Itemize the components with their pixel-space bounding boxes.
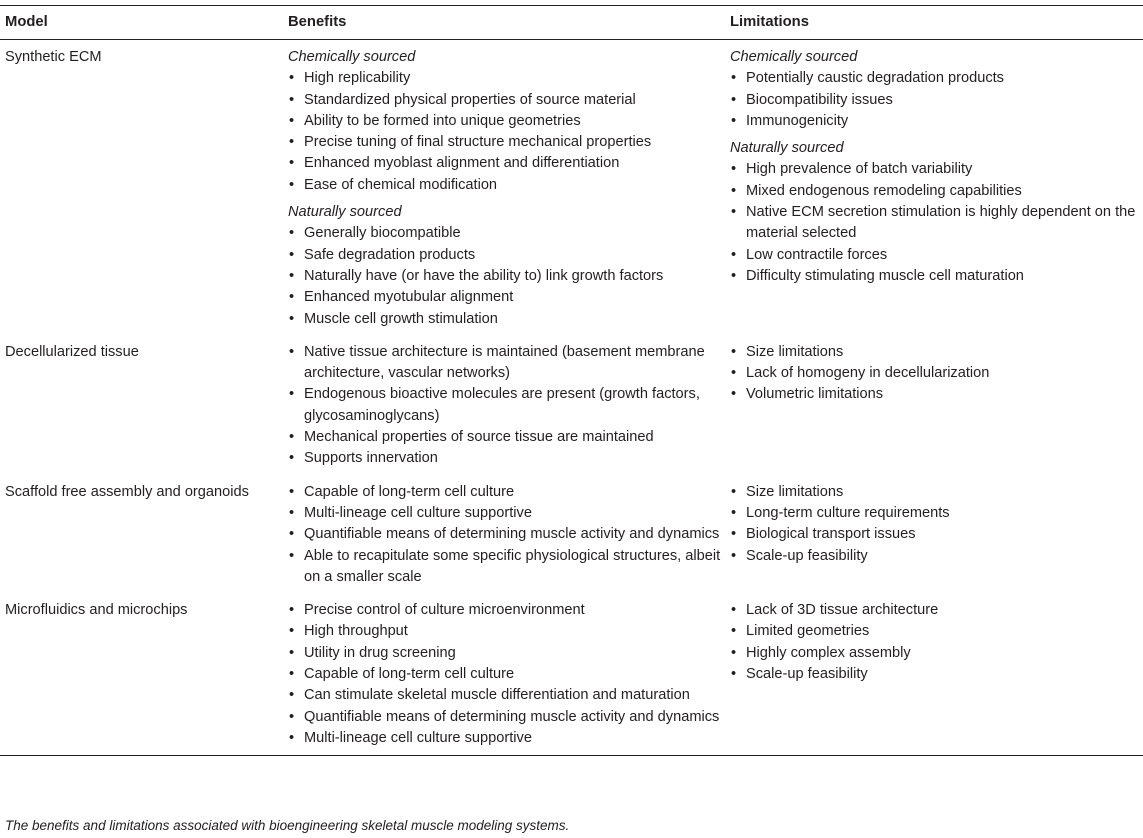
- benefit-item: • Native tissue architecture is maintained (basement membrane architecture, vascular networks): [288, 342, 725, 385]
- table-row: [0, 593, 1143, 756]
- benefit-item: • Precise control of culture microenvironment: [288, 600, 725, 621]
- limitation-subheading: Chemically sourced: [730, 49, 858, 65]
- benefit-item: • High replicability: [288, 68, 725, 89]
- table-row: [0, 335, 1143, 475]
- benefit-item: • Quantifiable means of determining muscle activity and dynamics: [288, 524, 725, 545]
- limitation-item: • Potentially caustic degradation products: [730, 68, 1143, 89]
- benefit-subheading: Chemically sourced: [288, 49, 416, 65]
- benefit-item: • Endogenous bioactive molecules are present (growth factors, glycosaminoglycans): [288, 384, 725, 427]
- benefit-item: • Capable of long-term cell culture: [288, 664, 725, 685]
- benefit-group: [288, 600, 725, 749]
- benefit-subheading: Naturally sourced: [288, 204, 402, 221]
- limitation-item: • Scale-up feasibility: [730, 546, 1143, 567]
- limitations-cell: [725, 335, 1143, 475]
- model-cell: Microfluidics and microchips: [0, 593, 283, 756]
- benefit-group: [288, 482, 725, 588]
- limitation-item: • Immunogenicity: [730, 111, 1143, 132]
- benefit-list: [288, 68, 725, 196]
- limitation-item: • Low contractile forces: [730, 245, 1143, 266]
- limitation-item: • Size limitations: [730, 482, 1143, 503]
- benefit-item: • Ease of chemical modification: [288, 175, 725, 196]
- benefit-item: • Utility in drug screening: [288, 643, 725, 664]
- limitation-item: • Lack of 3D tissue architecture: [730, 600, 1143, 621]
- table-caption: The benefits and limitations associated with bioengineering skeletal muscle modeling systems.: [5, 818, 570, 833]
- limitation-group: [730, 482, 1143, 567]
- model-cell: Scaffold free assembly and organoids: [5, 483, 249, 500]
- limitation-list: [730, 68, 1143, 132]
- limitation-item: • Biological transport issues: [730, 524, 1143, 545]
- limitation-item: • Long-term culture requirements: [730, 503, 1143, 524]
- limitation-item: • Difficulty stimulating muscle cell maturation: [730, 266, 1143, 287]
- benefit-item: • Quantifiable means of determining muscle activity and dynamics: [288, 707, 725, 728]
- limitation-subheading: Naturally sourced: [730, 140, 844, 157]
- model-cell: Synthetic ECM: [5, 49, 102, 65]
- limitation-item: • High prevalence of batch variability: [730, 159, 1143, 180]
- limitation-list: [730, 159, 1143, 287]
- header-benefits: Benefits: [283, 6, 725, 40]
- limitations-cell: [725, 475, 1143, 593]
- header-model: Model: [0, 6, 283, 40]
- limitation-list: [730, 600, 1143, 685]
- benefit-list: [288, 600, 725, 749]
- limitation-list: [730, 482, 1143, 567]
- benefits-cell: [283, 335, 725, 475]
- benefit-item: • Naturally have (or have the ability to) link growth factors: [288, 266, 725, 287]
- limitation-item: • Limited geometries: [730, 621, 1143, 642]
- limitation-item: • Scale-up feasibility: [730, 664, 1143, 685]
- benefit-item: • Safe degradation products: [288, 245, 725, 266]
- limitation-item: • Mixed endogenous remodeling capabilities: [730, 181, 1143, 202]
- limitation-item: • Native ECM secretion stimulation is highly dependent on the material selected: [730, 202, 1143, 245]
- header-row: [0, 6, 1143, 40]
- benefits-cell: [283, 593, 725, 756]
- benefit-item: • Ability to be formed into unique geometries: [288, 111, 725, 132]
- benefit-group: [288, 342, 725, 470]
- limitation-item: • Size limitations: [730, 342, 1143, 363]
- table-row: [0, 40, 1143, 335]
- benefit-item: • Multi-lineage cell culture supportive: [288, 503, 725, 524]
- benefit-item: • Enhanced myotubular alignment: [288, 287, 725, 308]
- model-cell: Decellularized tissue: [5, 343, 139, 360]
- benefit-item: • Supports innervation: [288, 448, 725, 469]
- benefit-item: • Enhanced myoblast alignment and differentiation: [288, 153, 725, 174]
- benefit-group: [288, 202, 725, 330]
- benefit-item: • Precise tuning of final structure mechanical properties: [288, 132, 725, 153]
- limitation-group: [730, 342, 1143, 406]
- benefit-list: [288, 223, 725, 329]
- benefit-item: • Mechanical properties of source tissue are maintained: [288, 427, 725, 448]
- benefit-item: • Capable of long-term cell culture: [288, 482, 725, 503]
- limitation-item: • Highly complex assembly: [730, 643, 1143, 664]
- limitation-group: [730, 600, 1143, 685]
- limitation-list: [730, 342, 1143, 406]
- benefit-list: [288, 342, 725, 470]
- limitations-cell: [725, 593, 1143, 756]
- comparison-table: [0, 5, 1143, 756]
- benefit-item: • Able to recapitulate some specific physiological structures, albeit on a smaller scale: [288, 546, 725, 589]
- table-row: [0, 475, 1143, 593]
- benefit-group: [288, 47, 725, 196]
- table-body: [0, 40, 1143, 756]
- limitation-group: [730, 138, 1143, 287]
- benefit-item: • Muscle cell growth stimulation: [288, 309, 725, 330]
- limitations-cell: [725, 40, 1143, 335]
- benefit-item: • Multi-lineage cell culture supportive: [288, 728, 725, 749]
- limitation-item: • Lack of homogeny in decellularization: [730, 363, 1143, 384]
- limitation-group: [730, 47, 1143, 132]
- limitation-item: • Volumetric limitations: [730, 384, 1143, 405]
- header-limitations: Limitations: [725, 6, 1143, 40]
- benefit-item: • High throughput: [288, 621, 725, 642]
- benefit-item: • Can stimulate skeletal muscle differentiation and maturation: [288, 685, 725, 706]
- limitation-item: • Biocompatibility issues: [730, 90, 1143, 111]
- benefit-item: • Standardized physical properties of source material: [288, 90, 725, 111]
- benefits-cell: [283, 475, 725, 593]
- benefits-cell: [283, 40, 725, 335]
- benefit-list: [288, 482, 725, 588]
- benefit-item: • Generally biocompatible: [288, 223, 725, 244]
